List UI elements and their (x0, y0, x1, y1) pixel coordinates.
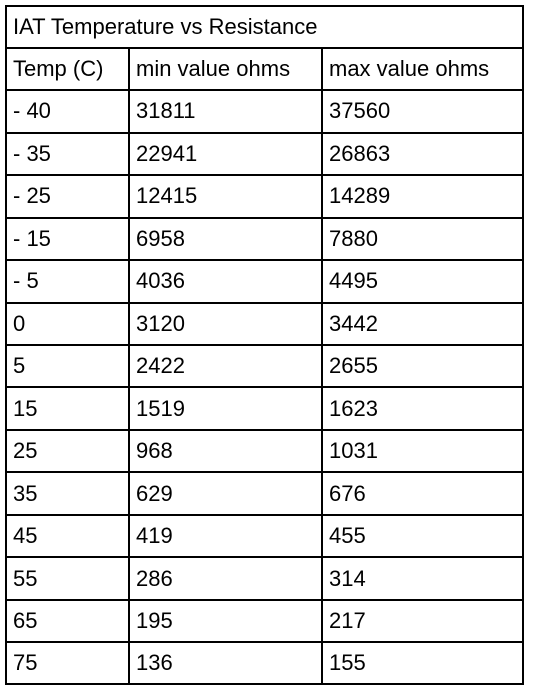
table-row (7, 557, 522, 599)
table-row (7, 218, 522, 260)
table-row (7, 133, 522, 175)
min-ohms-cell: 31811 (129, 90, 322, 132)
temp-cell: - 25 (7, 175, 129, 217)
min-ohms-cell: 22941 (129, 133, 322, 175)
resistance-table (5, 5, 524, 685)
temp-cell: 0 (7, 303, 129, 345)
header-max: max value ohms (322, 48, 522, 90)
max-ohms-cell: 2655 (322, 345, 522, 387)
table-row (7, 387, 522, 429)
table-row (7, 175, 522, 217)
max-ohms-cell: 1031 (322, 430, 522, 472)
temp-cell: 25 (7, 430, 129, 472)
min-ohms-cell: 136 (129, 642, 322, 683)
max-ohms-cell: 14289 (322, 175, 522, 217)
min-ohms-cell: 195 (129, 600, 322, 642)
temp-cell: - 40 (7, 90, 129, 132)
title-row (7, 7, 522, 48)
temp-cell: 45 (7, 515, 129, 557)
table-row (7, 515, 522, 557)
temp-cell: 35 (7, 472, 129, 514)
table-row (7, 260, 522, 302)
min-ohms-cell: 6958 (129, 218, 322, 260)
table-row (7, 430, 522, 472)
table-row (7, 600, 522, 642)
temp-cell: 15 (7, 387, 129, 429)
max-ohms-cell: 155 (322, 642, 522, 683)
header-row (7, 48, 522, 90)
table-row (7, 90, 522, 132)
max-ohms-cell: 26863 (322, 133, 522, 175)
min-ohms-cell: 1519 (129, 387, 322, 429)
table-row (7, 472, 522, 514)
min-ohms-cell: 3120 (129, 303, 322, 345)
max-ohms-cell: 455 (322, 515, 522, 557)
header-min: min value ohms (129, 48, 322, 90)
min-ohms-cell: 2422 (129, 345, 322, 387)
max-ohms-cell: 1623 (322, 387, 522, 429)
max-ohms-cell: 4495 (322, 260, 522, 302)
max-ohms-cell: 217 (322, 600, 522, 642)
max-ohms-cell: 3442 (322, 303, 522, 345)
min-ohms-cell: 629 (129, 472, 322, 514)
temp-cell: 65 (7, 600, 129, 642)
table-row (7, 303, 522, 345)
temp-cell: 55 (7, 557, 129, 599)
max-ohms-cell: 7880 (322, 218, 522, 260)
temp-cell: 75 (7, 642, 129, 683)
temp-cell: - 15 (7, 218, 129, 260)
min-ohms-cell: 4036 (129, 260, 322, 302)
header-temp: Temp (C) (7, 48, 129, 90)
min-ohms-cell: 419 (129, 515, 322, 557)
iat-table (7, 7, 522, 683)
table-title: IAT Temperature vs Resistance (7, 7, 522, 48)
table-row (7, 642, 522, 683)
min-ohms-cell: 968 (129, 430, 322, 472)
min-ohms-cell: 12415 (129, 175, 322, 217)
temp-cell: - 5 (7, 260, 129, 302)
temp-cell: 5 (7, 345, 129, 387)
temp-cell: - 35 (7, 133, 129, 175)
max-ohms-cell: 676 (322, 472, 522, 514)
min-ohms-cell: 286 (129, 557, 322, 599)
max-ohms-cell: 314 (322, 557, 522, 599)
max-ohms-cell: 37560 (322, 90, 522, 132)
table-row (7, 345, 522, 387)
